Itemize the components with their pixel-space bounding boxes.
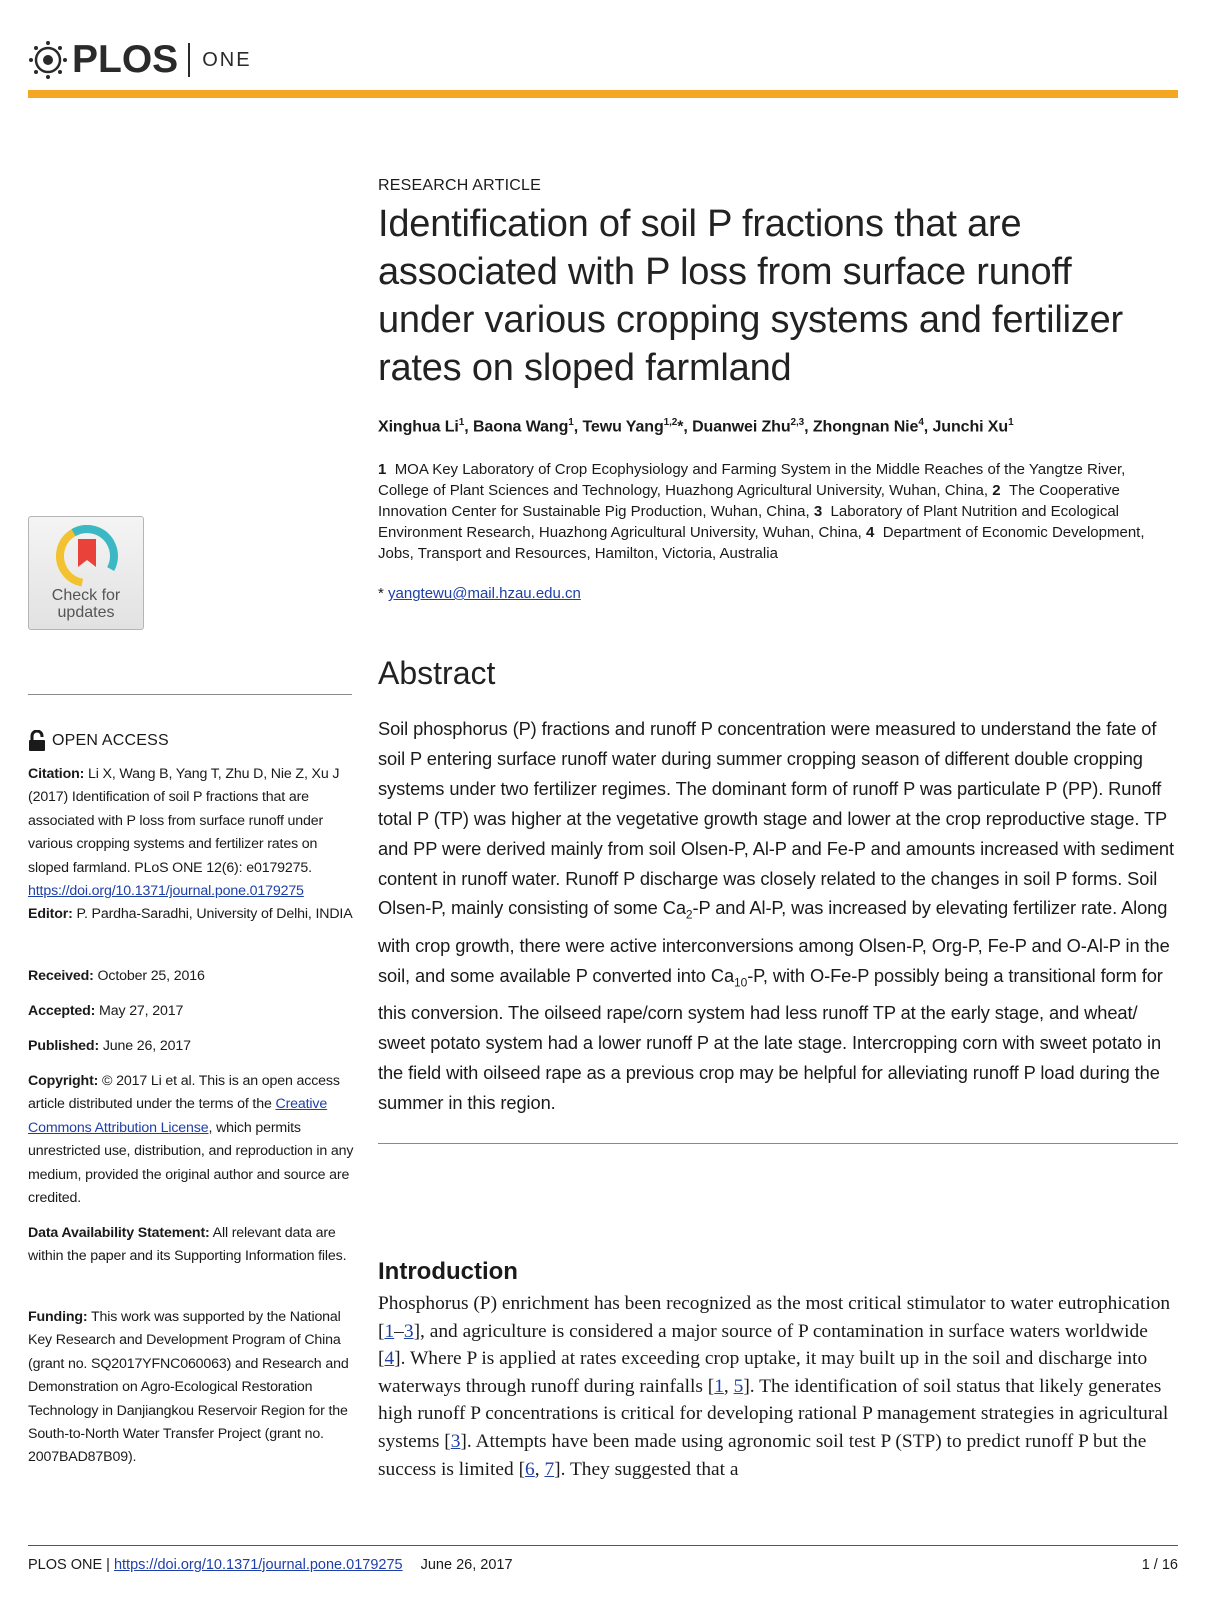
author-separator: ,	[464, 418, 473, 436]
editor-block: Editor: P. Pardha-Saradhi, University of Delhi, INDIA	[28, 906, 353, 922]
plos-logo-icon	[28, 40, 68, 80]
author-separator: *,	[677, 418, 693, 436]
author-separator: ,	[573, 418, 583, 436]
check-for-updates-badge[interactable]	[28, 516, 144, 630]
affiliation-number: 4	[866, 524, 875, 541]
logo-text: PLOS	[72, 38, 179, 81]
ref-link[interactable]: 4	[384, 1348, 395, 1370]
author-name: Tewu Yang	[582, 418, 664, 436]
email-link[interactable]: yangtewu@mail.hzau.edu.cn	[388, 585, 581, 602]
author-affiliation-marker: 1	[1008, 417, 1014, 428]
footer-doi-link[interactable]: https://doi.org/10.1371/journal.pone.0179275	[113, 1557, 403, 1573]
sidebar-divider	[28, 694, 352, 695]
affiliation-number: 1	[378, 461, 387, 478]
author-name: Junchi Xu	[932, 418, 1009, 436]
open-access-label: OPEN ACCESS	[28, 730, 169, 752]
article-type: RESEARCH ARTICLE	[378, 177, 541, 194]
ref-link[interactable]: 1	[384, 1320, 395, 1342]
received-date: Received: October 25, 2016	[28, 968, 205, 984]
author-affiliation-marker: 4	[918, 417, 924, 428]
open-lock-icon	[28, 730, 46, 752]
plos-one-logo	[28, 38, 252, 82]
ref-link[interactable]: 1	[714, 1375, 724, 1397]
author-affiliation-marker: 2,3	[790, 417, 805, 428]
corresponding-email: * yangtewu@mail.hzau.edu.cn	[378, 585, 581, 602]
author-name: Xinghua Li	[378, 418, 459, 436]
ref-link[interactable]: 3	[450, 1430, 461, 1452]
author-affiliation-marker: 1	[458, 417, 465, 428]
citation-doi-link[interactable]: https://doi.org/10.1371/journal.pone.0179275	[28, 883, 304, 900]
footer-citation: PLOS ONE | https://doi.org/10.1371/journal.pone.0179275 June 26, 2017	[28, 1557, 513, 1573]
citation-block: Citation: Li X, Wang B, Yang T, Zhu D, Nie Z, Xu J (2017) Identification of soil P fractions that are associated with P loss from surface runoff under various cropping systems and fertilizer rates on sloped farmland. PLoS ONE 12(6): e0179275. https://doi.org/10.1371/journal.pone.0179275	[28, 766, 340, 900]
published-date: Published: June 26, 2017	[28, 1038, 191, 1054]
ref-link[interactable]: 6	[525, 1458, 535, 1480]
ref-link[interactable]: 5	[733, 1375, 744, 1397]
abstract-text: Soil phosphorus (P) fractions and runoff P concentration were measured to understand the fate of soil P entering surface runoff water during summer cropping season of different double cropping systems under two fertilizer regimes. The dominant form of runoff P was particulate P (PP). Runoff total P (TP) was higher at the vegetative growth stage and lower at the crop reproductive stage. TP and PP were derived mainly from soil Olsen-P, Al-P and Fe-P and amounts increased with sediment content in runoff water. Runoff P discharge was closely related to the changes in soil P forms. Soil Olsen-P, mainly consisting of some $Ca_2-P$ and Al-P, was increased by elevating fertilizer rate. Along with crop growth, there were active interconversions among Olsen-P, Org-P, Fe-P and O-Al-P in the soil, and some available P converted into $Ca_{10}-P$, with O-Fe-P possibly being a transitional form for this conversion. The oilseed rape/corn system had less runoff TP at the early stage, and wheat/ sweet potato system had a lower runoff P at the late stage. Intercropping corn with sweet potato in the field with oilseed rape as a previous crop may be helpful for alleviating runoff P load during the summer in this region.	[378, 718, 1174, 1114]
abstract-heading: Abstract	[378, 655, 496, 691]
author-separator: ,	[804, 418, 813, 436]
affiliations	[378, 459, 1178, 564]
affiliation-text: MOA Key Laboratory of Crop Ecophysiology and Farming System in the Middle Reaches of the Yangtze River, College of Plant Sciences and Technology, Huazhong Agricultural University, Wuhan, China,	[378, 461, 1126, 499]
author-name: Duanwei Zhu	[692, 418, 791, 436]
footer-divider	[28, 1545, 1178, 1546]
logo-divider	[188, 43, 190, 77]
introduction-heading: Introduction	[378, 1258, 518, 1285]
logo-subtext: ONE	[202, 49, 252, 71]
introduction-text: Phosphorus (P) enrichment has been recognized as the most critical stimulator to water eutrophication [1–3], and agriculture is considered a major source of P contamination in surface waters worldwide [4]. Where P is applied at rates exceeding crop uptake, it may built up in the soil and discharge into waterways through runoff during rainfalls [1, 5]. The identification of soil status that likely generates high runoff P concentrations is critical for developing rational P management strategies in agricultural systems [3]. Attempts have been made using agronomic soil test P (STP) to predict runoff P but the success is limited [6, 7]. They suggested that a	[378, 1293, 1171, 1480]
affiliation-text: Laboratory of Plant Nutrition and Ecological Environment Research, Huazhong Agricultural University, Wuhan, China,	[378, 503, 1120, 541]
footer-date: June 26, 2017	[420, 1557, 513, 1573]
accepted-date: Accepted: May 27, 2017	[28, 1003, 184, 1019]
copyright-block: Copyright: © 2017 Li et al. This is an open access article distributed under the terms of the Creative Commons Attribution License, which permits unrestricted use, distribution, and reproduction in any medium, provided the original author and source are credited.	[28, 1073, 354, 1207]
author-name: Baona Wang	[472, 418, 569, 436]
abstract-divider	[378, 1143, 1178, 1144]
page-number: 1 / 16	[1141, 1557, 1178, 1573]
license-link[interactable]: Creative Commons Attribution License	[28, 1096, 328, 1136]
affiliation-text: The Cooperative Innovation Center for Sustainable Pig Production, Wuhan, China,	[378, 482, 1120, 520]
data-availability-block: Data Availability Statement: All relevant data are within the paper and its Supporting Information files.	[28, 1225, 347, 1265]
affiliation-number: 2	[992, 482, 1001, 499]
header-accent-bar	[28, 90, 1178, 98]
author-name: Zhongnan Nie	[812, 418, 919, 436]
affiliation-number: 3	[813, 503, 823, 520]
ref-link[interactable]: 7	[544, 1458, 555, 1480]
affiliation-text: Department of Economic Development, Jobs, Transport and Resources, Hamilton, Victoria, Australia	[378, 524, 1145, 562]
author-affiliation-marker: 1,2	[663, 417, 678, 428]
crossmark-icon	[56, 525, 118, 587]
funding-block: Funding: This work was supported by the National Key Research and Development Program of China (grant no. SQ2017YFNC060063) and Research and Demonstration on Agro-Ecological Restoration Technology in Danjiangkou Reservoir Region for the South-to-North Water Transfer Project (grant no. 2007BAD87B09).	[28, 1309, 349, 1466]
badge-label: Check for updates	[51, 587, 121, 621]
author-list	[378, 417, 1014, 436]
ref-link[interactable]: 3	[403, 1320, 414, 1342]
author-separator: ,	[923, 418, 933, 436]
article-title: Identification of soil P fractions that are associated with P loss from surface runoff under various cropping systems and fertilizer rates on sloped farmland	[378, 203, 1124, 389]
author-affiliation-marker: 1	[568, 417, 574, 428]
